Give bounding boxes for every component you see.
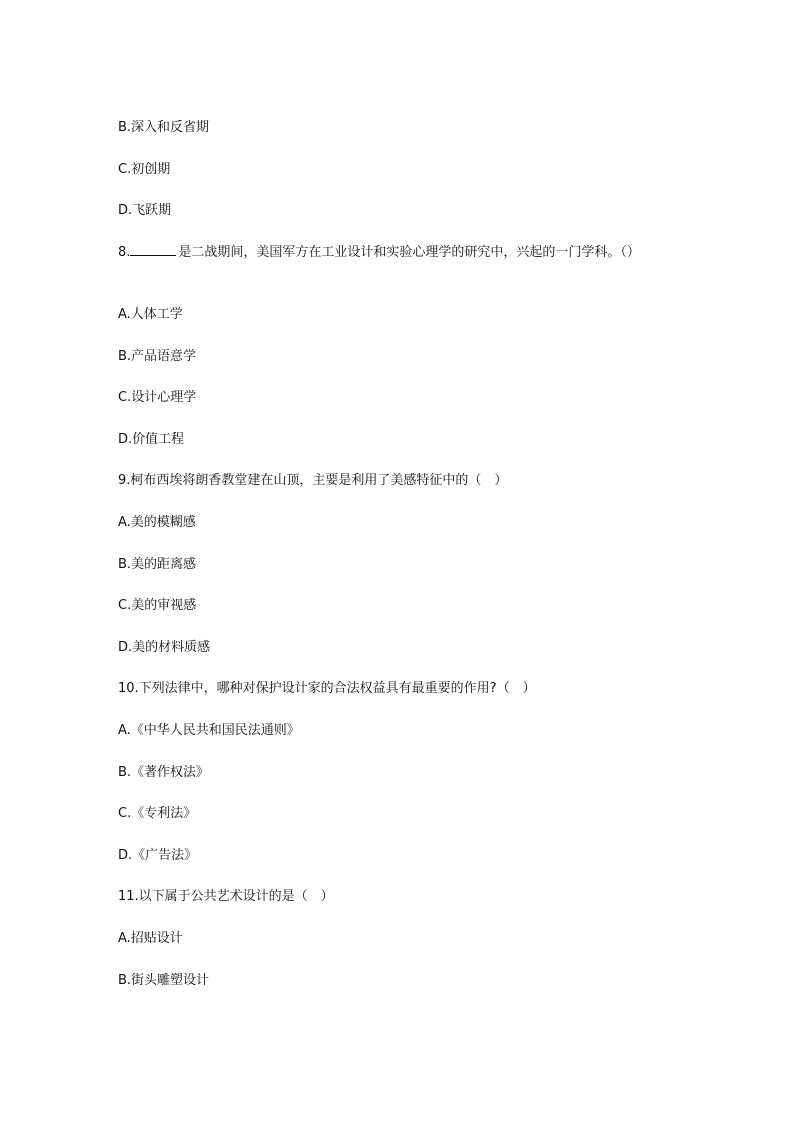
option-q7-d: D.飞跃期 [118,203,172,218]
option-q10-a: A.《中华人民共和国民法通则》 [118,723,300,738]
option-q8-a: A.人体工学 [118,307,183,322]
option-q9-a: A.美的模糊感 [118,515,196,530]
question-8-text: 是二战期间，美国军方在工业设计和实验心理学的研究中，兴起的一门学科。（） [178,245,640,260]
question-8-number: 8. [118,245,131,260]
option-q7-c: C.初创期 [118,162,171,177]
question-11: 11.以下属于公共艺术设计的是（ ） [118,889,334,904]
option-q8-b: B.产品语意学 [118,349,197,364]
option-q10-c: C.《专利法》 [118,806,197,821]
option-q9-b: B.美的距离感 [118,557,197,572]
question-8 [118,243,678,263]
option-q10-d: D.《广告法》 [118,848,198,863]
option-q10-b: B.《著作权法》 [118,765,210,780]
question-10: 10.下列法律中，哪种对保护设计家的合法权益具有最重要的作用?（ ） [118,681,536,696]
question-9: 9.柯布西埃将朗香教堂建在山顶，主要是利用了美感特征中的（ ） [118,473,508,488]
option-q8-d: D.价值工程 [118,432,185,447]
option-q9-d: D.美的材料质感 [118,640,211,655]
option-q11-b: B.街头雕塑设计 [118,973,210,988]
option-q11-a: A.招贴设计 [118,931,183,946]
option-q8-c: C.设计心理学 [118,390,197,405]
answer-blank [130,243,176,256]
option-q9-c: C.美的审视感 [118,598,197,613]
option-q7-b: B.深入和反省期 [118,120,210,135]
